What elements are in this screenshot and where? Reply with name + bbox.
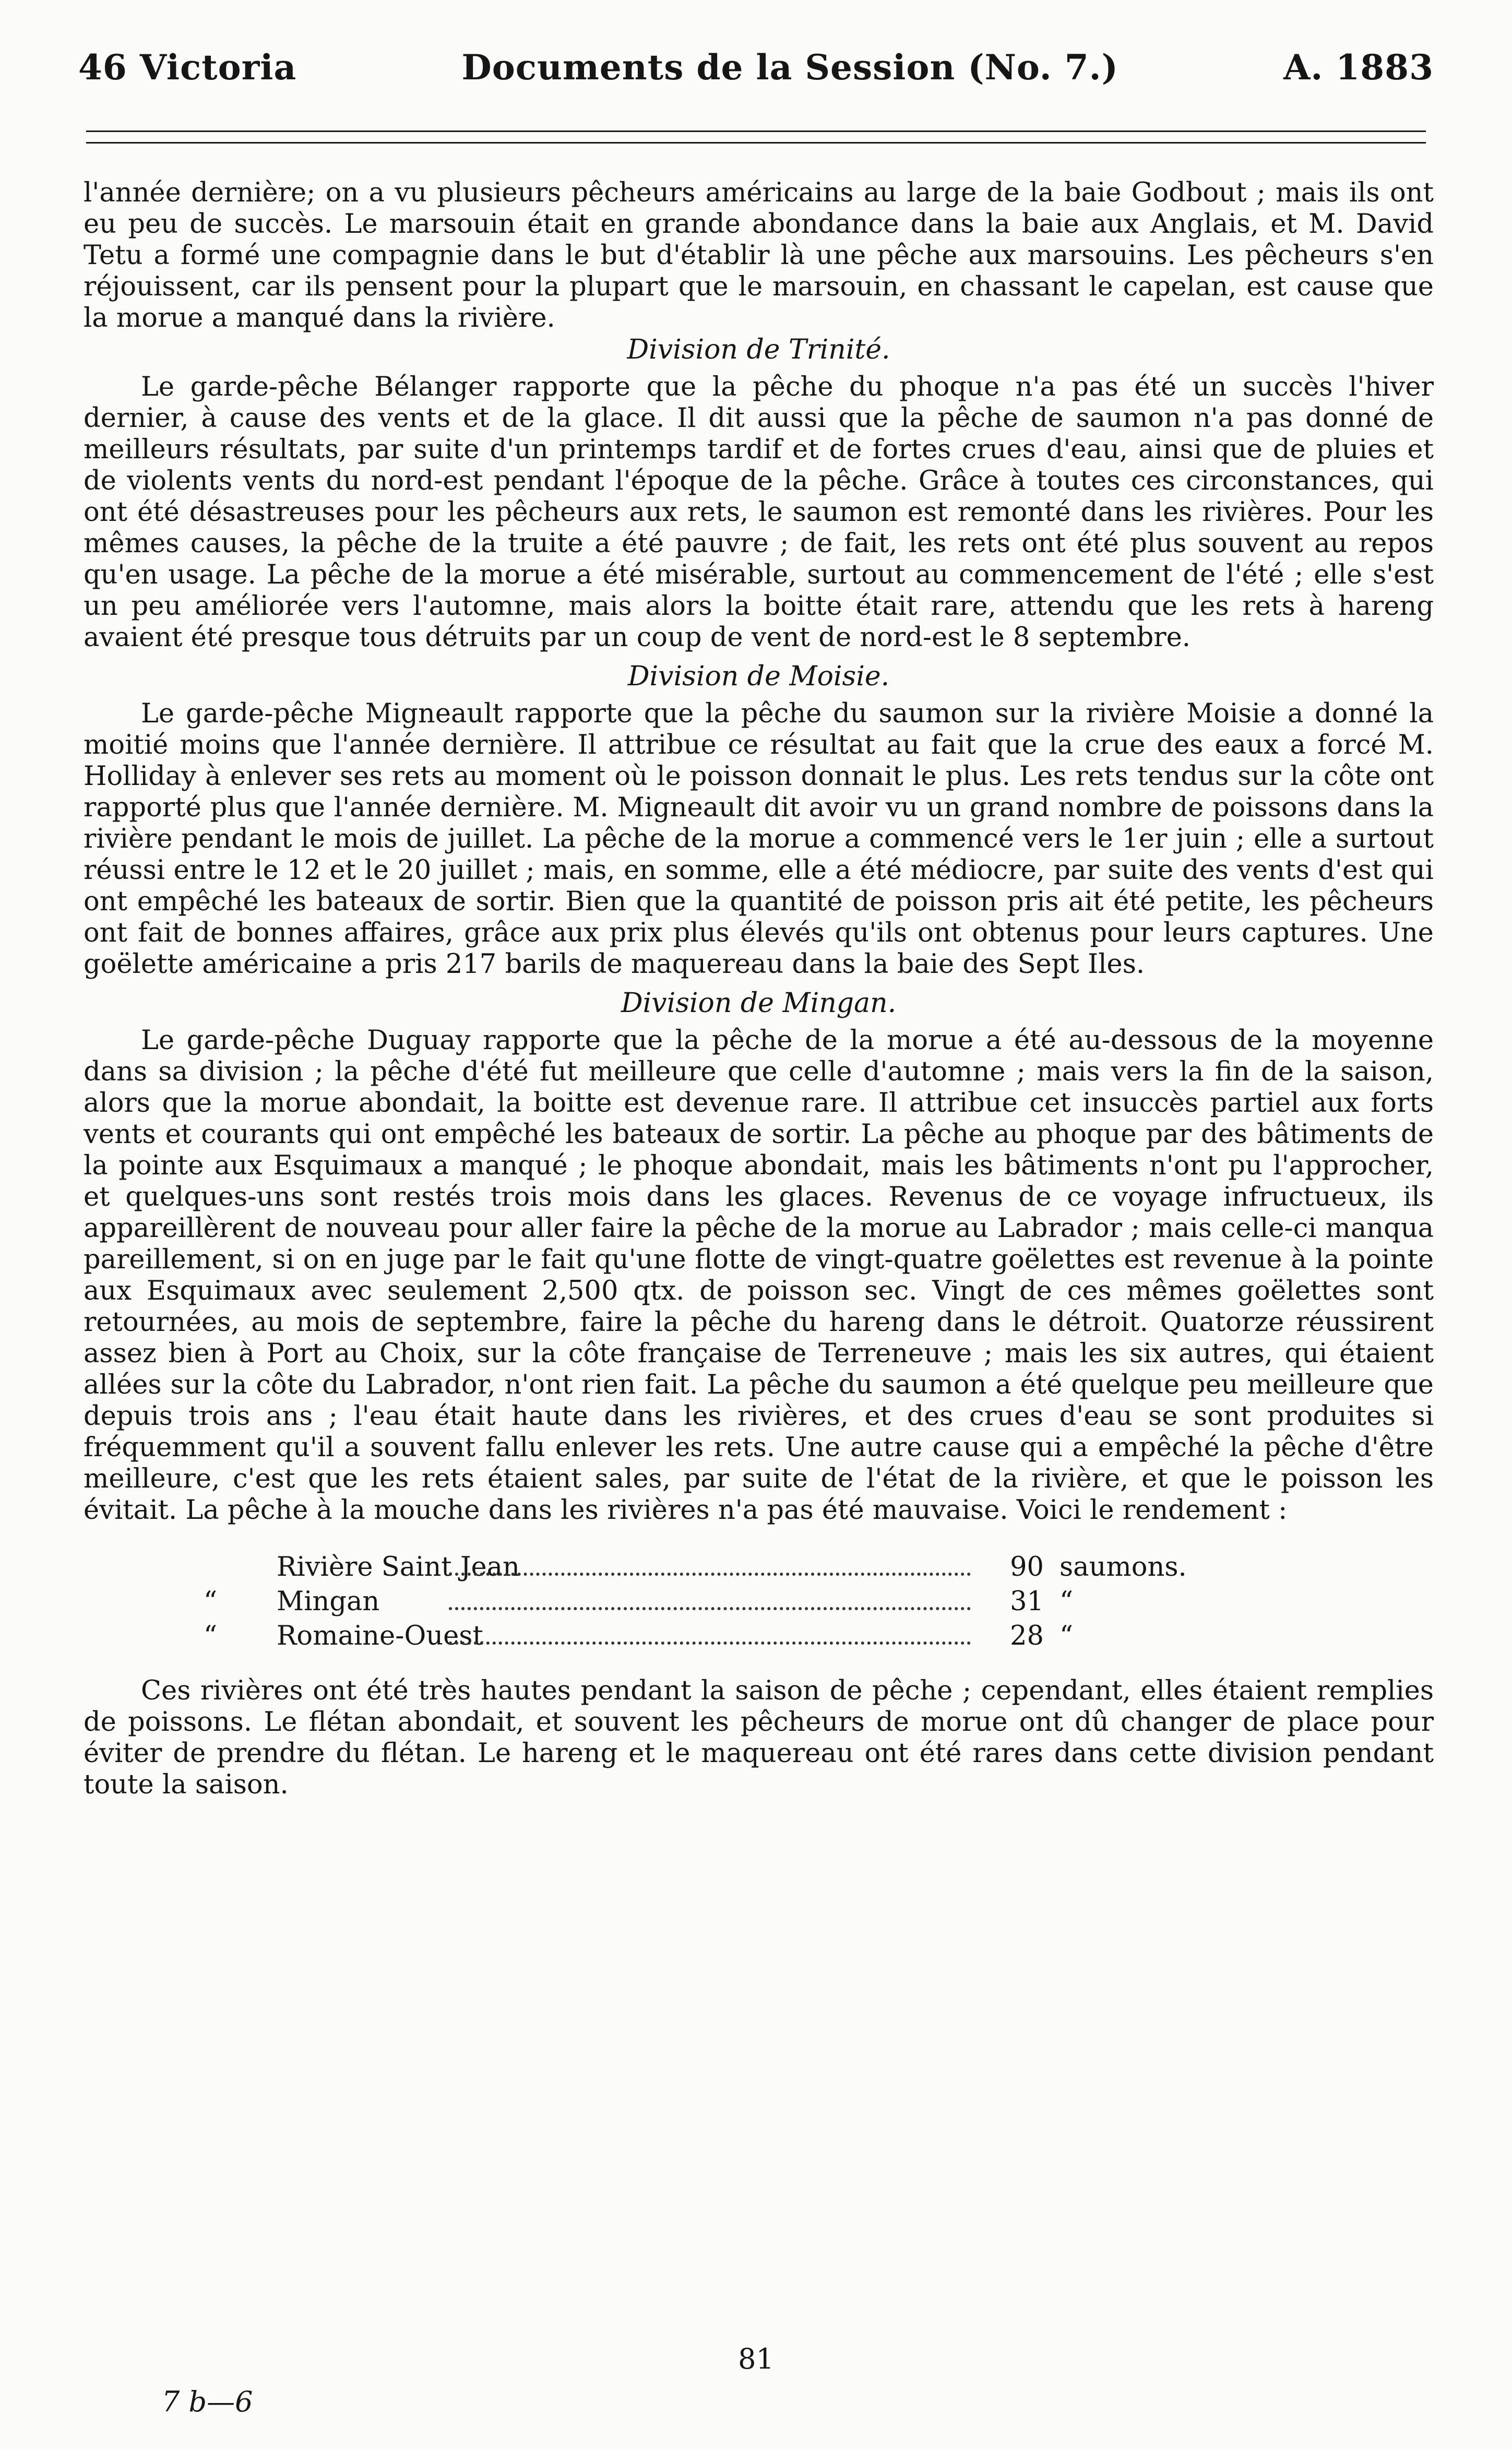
catch-unit: saumons. <box>1059 1552 1187 1583</box>
paragraph-moisie: Le garde-pêche Migneault rapporte que la pêche du saumon sur la rivière Moisie a donné la moitié moins que l'année dernière. Il attribue ce résultat au fait que la crue des eaux a forcé M. Holliday à enlever ses rets au moment où le poisson donnait le plus. Les rets tendus sur la côte ont rapporté plus que l'année dernière. M. Migneault dit avoir vu un grand nombre de poissons dans la rivière pendant le mois de juillet. La pêche de la morue a commencé vers le 1er juin ; elle a surtout réussi entre le 12 et le 20 juillet ; mais, en somme, elle a été médiocre, par suite des vents d'est qui ont empêché les bateaux de sortir. Bien que la quantité de poisson pris ait été petite, les pêcheurs ont fait de bonnes affaires, grâce aux prix plus élevés qu'ils ont obtenus pour leurs captures. Une goëlette américaine a pris 217 barils de maquereau dans la baie des Sept Iles. <box>84 698 1434 980</box>
paragraph-closing: Ces rivières ont été très hautes pendant la saison de pêche ; cependant, elles étaient remplies de poissons. Le flétan abondait, et souvent les pêcheurs de morue ont dû changer de place pour éviter de prendre du flétan. Le hareng et le maquereau ont été rares dans cette division pendant toute la saison. <box>84 1675 1434 1800</box>
paragraph-mingan: Le garde-pêche Duguay rapporte que la pêche de la morue a été au-dessous de la moyenne dans sa division ; la pêche d'été fut meilleure que celle d'automne ; mais vers la fin de la saison, alors que la morue abondait, la boitte est devenue rare. Il attribue cet insuccès partiel aux forts vents et courants qui ont empêché les bateaux de sortir. La pêche au phoque par des bâtiments de la pointe aux Esquimaux a manqué ; le phoque abondait, mais les bâtiments n'ont pu l'approcher, et quelques-uns sont restés trois mois dans les glaces. Revenus de ce voyage infructueux, ils appareillèrent de nouveau pour aller faire la pêche de la morue au Labrador ; mais celle-ci manqua pareillement, si on en juge par le fait qu'une flotte de vingt-quatre goëlettes est revenue à la pointe aux Esquimaux avec seulement 2,500 qtx. de poisson sec. Vingt de ces mêmes goëlettes sont retournées, au mois de septembre, faire la pêche du hareng dans le détroit. Quatorze réussirent assez bien à Port au Choix, sur la côte française de Terreneuve ; mais les six autres, qui étaient allées sur la côte du Labrador, n'ont rien fait. La pêche du saumon a été quelque peu meilleure que depuis trois ans ; l'eau était haute dans les rivières, et des crues d'eau se sont produites si fréquemment qu'il a souvent fallu enlever les rets. Une autre cause qui a empêché la pêche d'être meilleure, c'est que les rets étaient sales, par suite de l'état de la rivière, et que le poisson les évitait. La pêche à la mouche dans les rivières n'a pas été mauvaise. Voici le rendement : <box>84 1025 1434 1526</box>
header-rule-bottom <box>86 142 1426 144</box>
river-name: Rivière Saint Jean <box>277 1552 520 1583</box>
river-name: Mingan <box>277 1586 380 1617</box>
paragraph-trinite: Le garde-pêche Bélanger rapporte que la pêche du phoque n'a pas été un succès l'hiver dernier, à cause des vents et de la glace. Il dit aussi que la pêche de saumon n'a pas donné de meilleurs résultats, par suite d'un printemps tardif et de fortes crues d'eau, ainsi que de pluies et de violents vents du nord-est pendant l'époque de la pêche. Grâce à toutes ces circonstances, qui ont été désastreuses pour les pêcheurs aux rets, le saumon est remonté dans les rivières. Pour les mêmes causes, la pêche de la truite a été pauvre ; de fait, les rets ont été plus souvent au repos qu'en usage. La pêche de la morue a été misérable, surtout au commencement de l'été ; elle s'est un peu améliorée vers l'automne, mais alors la boitte était rare, attendu que les rets à hareng avaient été presque tous détruits par un coup de vent de nord-est le 8 septembre. <box>84 372 1434 653</box>
yield-row <box>84 1550 1434 1585</box>
catch-count: 90 <box>1010 1552 1044 1583</box>
heading-trinite: Division de Trinité. <box>627 334 890 365</box>
yield-list <box>84 1550 1434 1654</box>
heading-mingan: Division de Mingan. <box>621 988 897 1019</box>
river-name: Romaine-Ouest <box>277 1621 483 1651</box>
yield-row <box>84 1585 1434 1619</box>
header-left: 46 Victoria <box>78 47 297 88</box>
catch-count: 28 <box>1010 1621 1044 1651</box>
catch-unit: “ <box>1059 1621 1074 1651</box>
ditto-mark: “ <box>204 1586 218 1617</box>
dot-leaders <box>449 1641 971 1645</box>
page-number: 81 <box>738 2342 774 2375</box>
header-rule-top <box>86 130 1426 132</box>
dot-leaders <box>449 1572 971 1576</box>
dot-leaders <box>449 1607 971 1610</box>
ditto-mark: “ <box>204 1621 218 1651</box>
paragraph-godbout: l'année dernière; on a vu plusieurs pêcheurs américains au large de la baie Godbout ; mais ils ont eu peu de succès. Le marsouin était en grande abondance dans la baie aux Anglais, et M. David Tetu a formé une compagnie dans le but d'établir là une pêche aux marsouins. Les pêcheurs s'en réjouissent, car ils pensent pour la plupart que le marsouin, en chassant le capelan, est cause que la morue a manqué dans la rivière. <box>84 177 1434 334</box>
catch-count: 31 <box>1010 1586 1044 1617</box>
header-year: A. 1883 <box>1283 47 1434 88</box>
yield-row <box>84 1619 1434 1654</box>
catch-unit: “ <box>1059 1586 1074 1617</box>
signature-mark: 7 b—6 <box>162 2385 253 2418</box>
heading-moisie: Division de Moisie. <box>627 661 890 692</box>
header-title: Documents de la Session (No. 7.) <box>461 47 1118 88</box>
page-header <box>78 47 1434 88</box>
body-text <box>84 177 1434 1801</box>
